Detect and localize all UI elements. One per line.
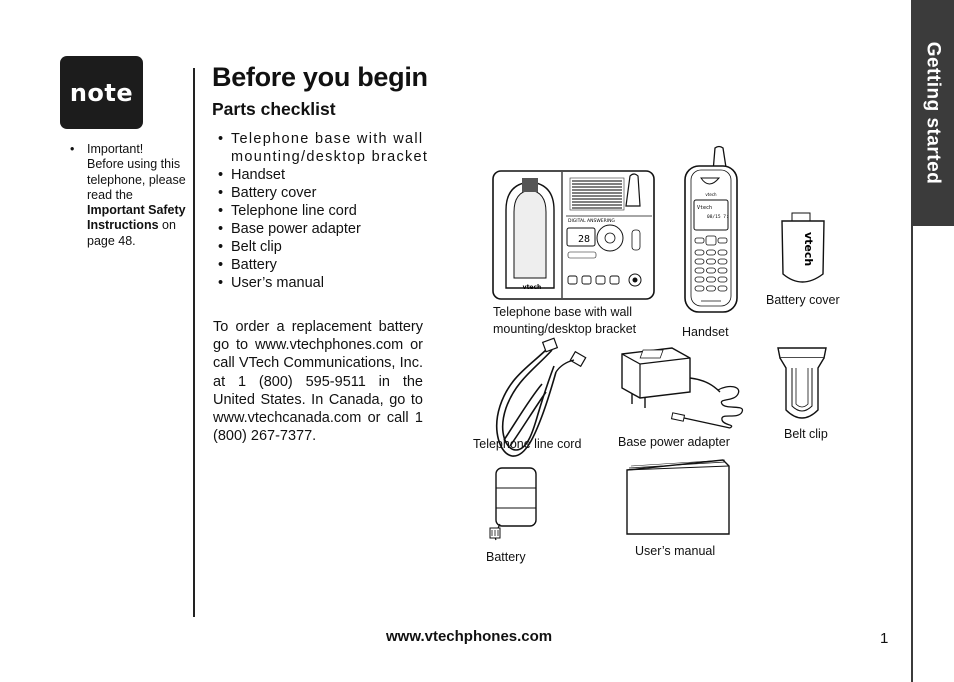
- note-badge: note: [60, 56, 143, 129]
- parts-list-item: • Base power adapter: [216, 220, 431, 238]
- caption-line-cord: Telephone line cord: [473, 437, 582, 451]
- svg-text:28: 28: [578, 234, 591, 245]
- note-bullet: •: [70, 142, 75, 156]
- footer-url[interactable]: www.vtechphones.com: [386, 628, 553, 645]
- svg-text:vtech: vtech: [522, 284, 542, 291]
- note-text: [70, 142, 187, 249]
- page-number: 1: [880, 630, 889, 647]
- parts-list-item: • Belt clip: [216, 238, 431, 256]
- caption-base-line2: mounting/desktop bracket: [493, 322, 637, 336]
- note-safety-link: Important Safety Instructions: [87, 203, 186, 233]
- battery-cover-illustration: [780, 212, 826, 288]
- tab-edge-line: [911, 226, 913, 682]
- belt-clip-illustration: [776, 344, 828, 424]
- battery-cover-brand: vtech: [802, 232, 815, 267]
- svg-text:vtech: vtech: [705, 192, 717, 197]
- order-battery-text: To order a replacement battery go to www.vtechphones.com or call VTech Communications, Inc. at 1 (800) 595-9511 in the United States. In Canada, go to www.vtechcanada.com or call 1 (800) 267-7377.: [213, 319, 423, 445]
- parts-list-item: • Telephone line cord: [216, 202, 431, 220]
- column-divider: [193, 68, 195, 617]
- note-line2: on page 48.: [87, 218, 176, 248]
- user-manual-illustration: [625, 458, 731, 538]
- parts-list-item: • User’s manual: [216, 274, 431, 292]
- note-important-label: Important!: [87, 142, 144, 156]
- caption-battery: Battery: [486, 550, 526, 564]
- handset-illustration: [683, 146, 739, 314]
- section-tab-text: Getting started: [922, 41, 944, 185]
- caption-belt-clip: Belt clip: [784, 427, 828, 441]
- battery-illustration: [486, 466, 540, 546]
- note-line1: Before using this telephone, please read the: [87, 157, 186, 202]
- parts-list-item: • Telephone base with wall mounting/desktop bracket: [216, 130, 431, 166]
- parts-list-item: • Handset: [216, 166, 431, 184]
- page-title: Before you begin: [212, 62, 428, 92]
- caption-manual: User’s manual: [635, 544, 716, 558]
- power-adapter-illustration: [610, 342, 760, 434]
- parts-list: [216, 130, 431, 292]
- caption-battery-cover: Battery cover: [766, 293, 840, 307]
- caption-base: [493, 304, 636, 338]
- caption-handset: Handset: [682, 325, 729, 339]
- svg-text:Vtech: Vtech: [697, 205, 713, 211]
- section-subtitle: Parts checklist: [212, 99, 336, 119]
- parts-list-item: • Battery: [216, 256, 431, 274]
- caption-power-adapter: Base power adapter: [618, 435, 730, 449]
- telephone-base-illustration: [492, 170, 656, 302]
- section-tab-label: [911, 0, 954, 226]
- parts-list-item: • Battery cover: [216, 184, 431, 202]
- svg-text:08/15 7:: 08/15 7:: [707, 215, 729, 220]
- caption-base-line1: Telephone base with wall: [493, 305, 632, 319]
- svg-text:DIGITAL ANSWERING: DIGITAL ANSWERING: [568, 219, 615, 224]
